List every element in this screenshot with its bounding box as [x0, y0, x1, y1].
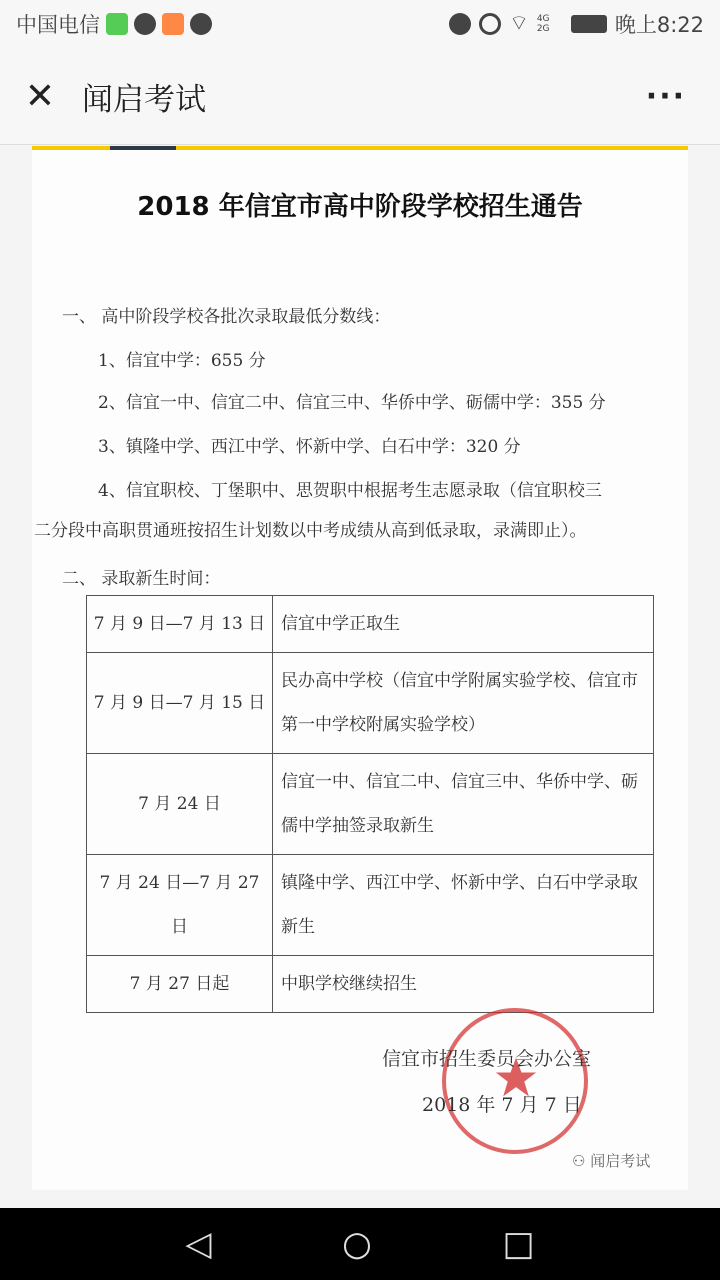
section-2-heading: 二、 录取新生时间： — [62, 569, 221, 589]
desc-cell: 中职学校继续招生 — [273, 956, 654, 1013]
clock: 晚上8:22 — [614, 13, 704, 37]
signal-icon: 4G 2G — [536, 14, 550, 34]
table-row — [87, 855, 654, 956]
score-item: 2、信宜一中、信宜二中、信宜三中、华侨中学、砺儒中学：355 分 — [98, 393, 606, 413]
desc-cell: 信宜中学正取生 — [273, 596, 654, 653]
date-cell: 7 月 9 日—7 月 13 日 — [87, 596, 273, 653]
table-row — [87, 653, 654, 754]
system-nav-bar — [0, 1208, 720, 1280]
data-icon — [190, 13, 212, 35]
date-cell: 7 月 24 日—7 月 27 日 — [87, 855, 273, 956]
status-bar — [0, 0, 720, 48]
page-title: 闻启考试 — [82, 81, 206, 118]
desc-cell: 信宜一中、信宜二中、信宜三中、华侨中学、砺儒中学抽签录取新生 — [273, 754, 654, 855]
eye-icon — [479, 13, 501, 35]
battery-icon — [571, 15, 607, 33]
score-item-continued: 二分段中高职贯通班按招生计划数以中考成绩从高到低录取，录满即止）。 — [34, 521, 587, 541]
official-stamp — [442, 1008, 588, 1154]
score-item: 1、信宜中学：655 分 — [98, 351, 266, 371]
wifi-icon: ⌔ — [509, 11, 529, 35]
score-item: 3、镇隆中学、西江中学、怀新中学、白石中学：320 分 — [98, 437, 521, 457]
table-row — [87, 596, 654, 653]
iqiyi-icon — [106, 13, 128, 35]
issue-date: 2018 年 7 月 7 日 — [422, 1094, 582, 1116]
date-cell: 7 月 27 日起 — [87, 956, 273, 1013]
back-icon[interactable]: ◁ — [185, 1224, 212, 1264]
data-saver-icon — [449, 13, 471, 35]
table-row — [87, 754, 654, 855]
more-icon[interactable]: ··· — [645, 78, 686, 114]
video-icon — [162, 13, 184, 35]
document-image — [32, 146, 688, 1190]
wechat-icon: ⚇ — [572, 1152, 591, 1170]
score-item: 4、信宜职校、丁堡职中、思贺职中根据考生志愿录取（信宜职校三 — [98, 481, 602, 501]
issuer: 信宜市招生委员会办公室 — [382, 1048, 592, 1070]
close-icon[interactable]: ✕ — [24, 75, 56, 117]
document-title: 2018 年信宜市高中阶段学校招生通告 — [137, 192, 583, 222]
chat-icon — [134, 13, 156, 35]
desc-cell: 镇隆中学、西江中学、怀新中学、白石中学录取新生 — [273, 855, 654, 956]
home-icon[interactable]: ○ — [342, 1224, 372, 1264]
watermark-text: 闻启考试 — [590, 1152, 651, 1170]
schedule-table — [86, 595, 654, 1013]
recents-icon[interactable]: □ — [502, 1224, 535, 1264]
date-cell: 7 月 9 日—7 月 15 日 — [87, 653, 273, 754]
table-row — [87, 956, 654, 1013]
section-1-heading: 一、 高中阶段学校各批次录取最低分数线： — [62, 307, 391, 327]
watermark — [572, 1150, 650, 1171]
carrier: 中国电信 — [16, 13, 100, 37]
desc-cell: 民办高中学校（信宜中学附属实验学校、信宜市第一中学校附属实验学校） — [273, 653, 654, 754]
app-bar — [0, 48, 720, 145]
date-cell: 7 月 24 日 — [87, 754, 273, 855]
banner-strip-dark — [110, 146, 176, 150]
